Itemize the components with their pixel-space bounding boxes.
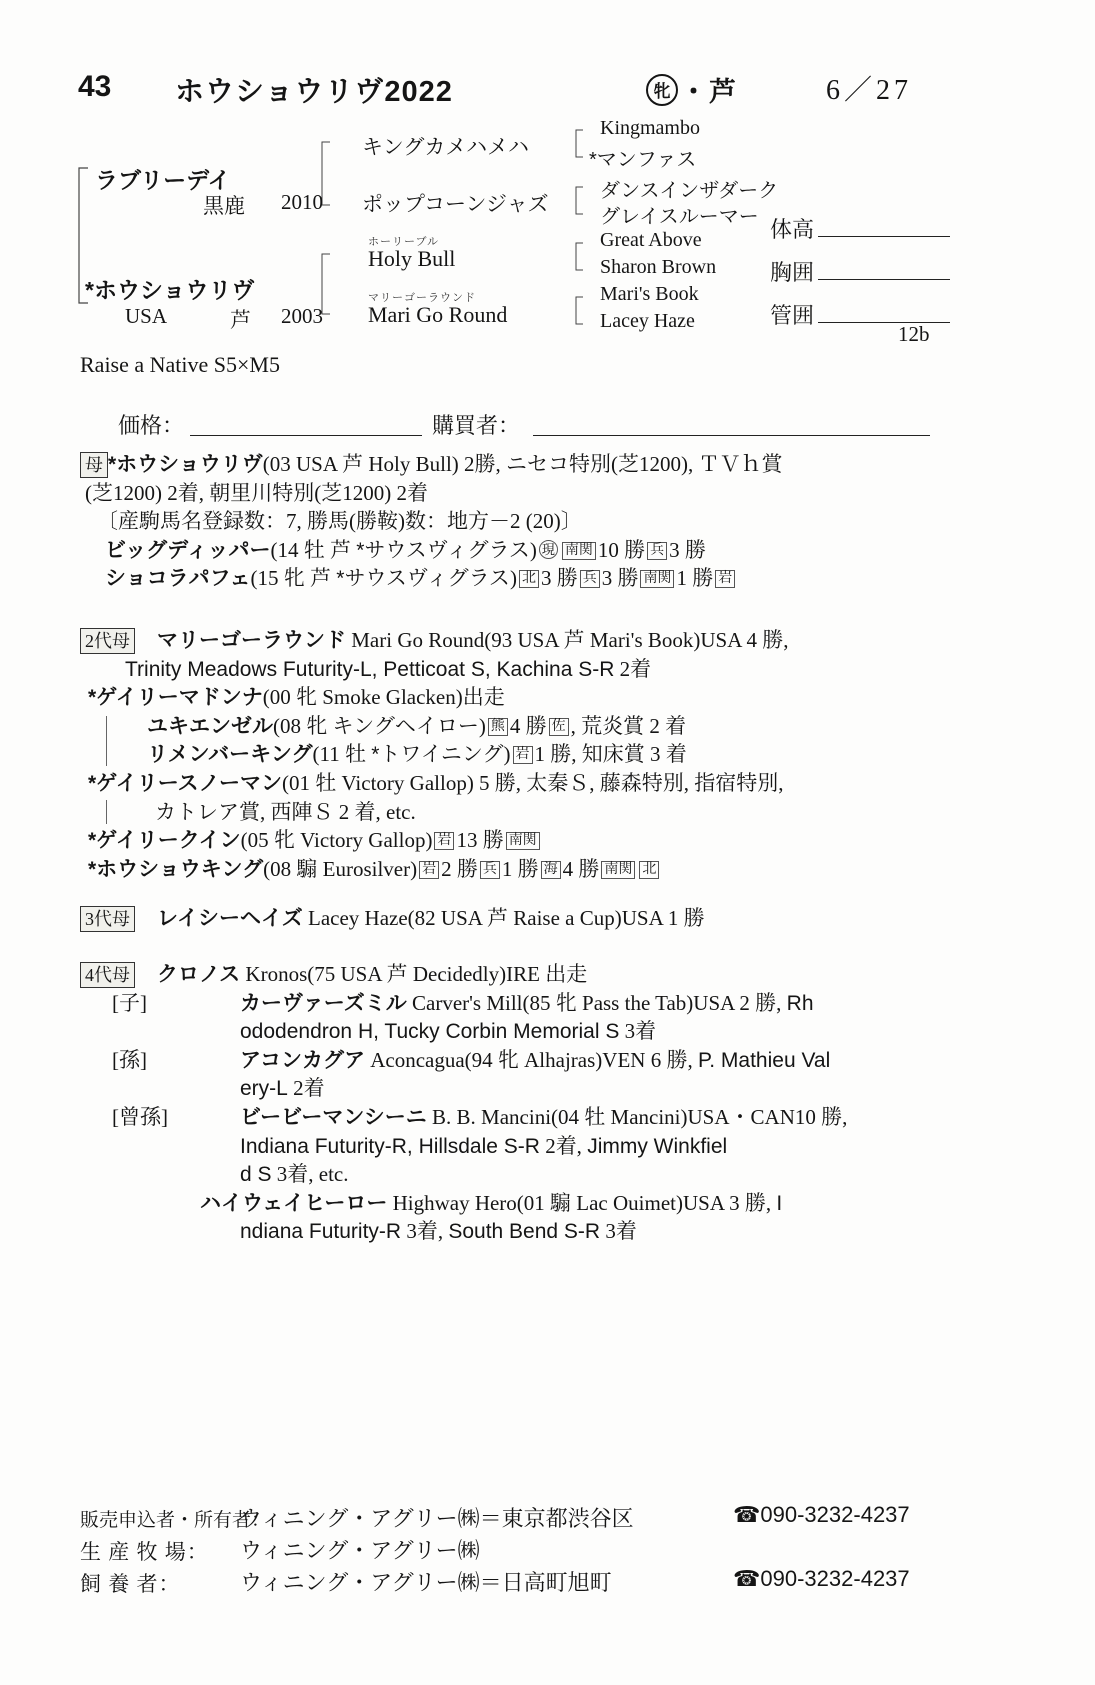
text-segment: Mari Go Round(93 USA 芦 Mari's Book)USA 4 勝, [346, 628, 789, 652]
buyer-label: 購買者： [432, 413, 521, 438]
text-segment: (15 牝 芦 [250, 566, 337, 591]
text-segment: ) [478, 713, 486, 738]
region-mark-boxed: 南関 [640, 570, 674, 588]
text-segment: Lacey Haze(82 USA 芦 Raise a Cup)USA 1 勝 [302, 906, 705, 930]
region-mark-boxed: 兵 [580, 570, 600, 588]
gen3-sharon-brown: Sharon Brown [600, 256, 717, 278]
pedigree-connector-line [106, 716, 107, 766]
dot-separator: ・ [680, 77, 707, 107]
text-segment: マリーゴーラウンド [157, 629, 346, 652]
text-line [85, 1046, 847, 1075]
text-segment: ビッグディッパー [105, 538, 271, 562]
text-segment: ) [503, 742, 511, 767]
text-segment: 3着 [600, 1219, 637, 1244]
inbreeding-note: Raise a Native S5×M5 [80, 352, 280, 377]
caretaker-phone: ☎090-3232-4237 [733, 1566, 910, 1591]
text-segment: 3 勝 [601, 566, 639, 591]
text-line [85, 1017, 847, 1046]
text-segment: レイシーヘイズ [157, 907, 303, 930]
text-segment: (芝1200) 2着, 朝里川特別(芝1200) 2着 [85, 480, 428, 505]
text-line [85, 1189, 847, 1218]
text-line [85, 479, 783, 508]
sire-year: 2010 [281, 190, 323, 214]
text-segment: 1 勝, 知床賞 3 着 [534, 742, 687, 767]
text-segment: クロノス [157, 963, 241, 986]
text-segment: 10 勝 [597, 537, 646, 562]
text-segment: 2着 [614, 656, 652, 681]
text-segment: (08 騸 Eurosilver) [263, 856, 418, 881]
region-mark-boxed: 北 [519, 570, 539, 588]
text-segment: ユキエンゼル [147, 714, 273, 738]
text-segment: *サウスヴィグラス [336, 567, 510, 591]
dam4-section [85, 960, 847, 1246]
date: 6／27 [826, 75, 913, 106]
damsire-ruby: ホーリーブル [368, 236, 440, 248]
text-segment: B. B. Mancini(04 牡 Mancini)USA・CAN10 勝, [426, 1104, 848, 1129]
sex-circle-mark: 牝 [646, 74, 678, 106]
region-mark-boxed: 岩 [513, 746, 533, 764]
text-line [85, 989, 847, 1018]
region-mark-boxed: 岩 [715, 570, 735, 588]
text-segment: (01 牡 Victory Gallop) 5 勝, 太秦Ｓ, 藤森特別, 指宿特別, [282, 770, 784, 795]
text-segment: *サウスヴィグラス [356, 538, 530, 562]
text-segment: 1 勝 [676, 566, 714, 591]
gen3-grace-rumor: グレイスルーマー [600, 206, 759, 228]
text-line [85, 626, 788, 655]
text-line [85, 536, 783, 565]
text-segment: (05 牝 Victory Gallop) [240, 828, 433, 853]
region-mark-boxed: 兵 [480, 861, 500, 879]
section-label-mother: 母 [80, 452, 108, 478]
text-line [85, 507, 783, 536]
text-segment: *ゲイリースノーマン [88, 771, 283, 795]
text-line [85, 769, 788, 798]
text-segment: カーヴァーズミル [240, 991, 407, 1015]
damsire-name: Holy Bull [368, 246, 456, 271]
text-line [85, 826, 788, 855]
price-blank [190, 409, 422, 436]
text-segment: , 荒炎賞 2 着 [570, 713, 687, 738]
gen3-manfath: *マンファス [589, 149, 697, 171]
text-segment: Aconcagua(94 牝 Alhajras)VEN 6 勝, [364, 1047, 698, 1072]
text-segment: (00 牝 Smoke Glacken)出走 [262, 685, 505, 710]
text-line [85, 450, 783, 479]
caretaker-value: ウィニング・アグリー㈱＝日高町旭町 [240, 1570, 612, 1595]
text-segment: Indiana Futurity-R, Hillsdale S-R [240, 1134, 540, 1158]
text-segment: (14 牡 芦 [270, 537, 357, 562]
consignor-phone: ☎090-3232-4237 [733, 1502, 910, 1527]
status-mark-circled: 現 [539, 540, 558, 559]
height-field [770, 212, 950, 244]
text-segment: (03 USA 芦 Holy Bull) 2勝, ニセコ特別(芝1200), ＴＶｈ賞 [262, 452, 783, 476]
sire-dam: ポップコーンジャズ [362, 193, 549, 216]
text-segment: Kronos(75 USA 芦 Decidedly)IRE 出走 [240, 962, 588, 986]
text-segment: リメンバーキング [147, 743, 313, 767]
text-segment: 3 勝 [540, 566, 578, 591]
horse-title: ホウショウリヴ2022 [175, 76, 453, 108]
region-mark-boxed: 岩 [419, 861, 439, 879]
girth-blank [818, 255, 950, 280]
text-line [85, 904, 705, 933]
text-segment: 3着, etc. [271, 1162, 349, 1187]
text-segment: South Bend S-R [448, 1220, 601, 1244]
region-mark-boxed: 岩 [434, 832, 454, 850]
text-line [85, 1132, 847, 1161]
section-label-dam2: 2代母 [80, 628, 135, 654]
consignor-value: ウィニング・アグリー㈱＝東京都渋谷区 [240, 1506, 634, 1531]
text-line [85, 1074, 847, 1103]
text-segment: ododendron H, Tucky Corbin Memorial S [240, 1020, 620, 1044]
sire-name: ラブリーデイ [95, 167, 231, 193]
region-mark-boxed: 北 [639, 861, 659, 879]
text-segment: 2着, [539, 1133, 588, 1158]
text-segment: ハイウェイヒーロー [200, 1191, 388, 1215]
region-mark-boxed: 海 [541, 861, 561, 879]
text-segment: *ホウショウリヴ [108, 453, 263, 476]
text-line [85, 683, 788, 712]
text-line [85, 712, 788, 741]
sire-coat: 黒鹿 [203, 194, 245, 218]
page-code: 12b [898, 322, 930, 346]
text-segment: 1 勝 [501, 856, 539, 881]
text-line [85, 655, 788, 684]
coat-color: 芦 [709, 77, 736, 107]
text-segment: ery-L [240, 1077, 288, 1101]
region-mark-boxed: 南関 [506, 832, 540, 850]
text-segment: Highway Hero(01 騸 Lac Ouimet)USA 3 勝, [387, 1190, 777, 1215]
text-segment: ) [529, 537, 537, 562]
caretaker-label: 飼 養 者： [80, 1572, 181, 1596]
text-line [85, 1103, 847, 1132]
text-segment: 〔産駒馬名登録数：7, 勝馬(勝鞍)数：地方－2 (20)〕 [97, 509, 582, 534]
girth-field [770, 255, 950, 287]
text-segment: ショコラパフェ [105, 567, 251, 591]
price-label: 価格： [118, 413, 185, 438]
text-segment: Trinity Meadows Futurity-L, Petticoat S, Kachina S-R [125, 657, 615, 681]
text-segment: *ゲイリークイン [88, 829, 241, 853]
pedigree-connector-line [106, 800, 107, 824]
text-segment: 3 勝 [669, 537, 706, 562]
text-segment: 13 勝 [456, 828, 504, 853]
damdam-ruby: マリーゴーラウンド [368, 292, 476, 304]
text-segment: ) [509, 566, 517, 591]
text-segment: 3着 [619, 1019, 657, 1044]
text-segment: 2着 [287, 1076, 325, 1101]
text-line [85, 740, 788, 769]
dam3-section [85, 904, 705, 933]
height-label: 体高 [770, 217, 815, 242]
text-line [85, 798, 788, 827]
text-segment: アコンカグア [240, 1048, 365, 1072]
gen3-lacey-haze: Lacey Haze [600, 310, 695, 332]
text-line [85, 855, 788, 884]
breeder-value: ウィニング・アグリー㈱ [240, 1538, 480, 1563]
dam2-section [85, 626, 788, 883]
text-segment: ビービーマンシーニ [240, 1105, 427, 1129]
text-segment: (11 牡 [312, 742, 372, 767]
region-mark-boxed: 熊 [488, 718, 508, 736]
region-mark-boxed: 南関 [601, 861, 635, 879]
dam-coat: 芦 [230, 308, 251, 332]
section-label-dam3: 3代母 [80, 906, 135, 932]
gen3-kingmambo: Kingmambo [600, 117, 700, 139]
region-mark-boxed: 南関 [562, 542, 596, 560]
text-segment: Rh [786, 991, 814, 1015]
text-segment: (08 牝 [273, 713, 333, 738]
text-segment: *ゲイリーマドンナ [88, 686, 263, 710]
buyer-blank [533, 409, 930, 436]
text-segment: I [776, 1191, 783, 1215]
dam-year: 2003 [281, 304, 323, 328]
dam-name: *ホウショウリヴ [85, 277, 255, 303]
relation-tag: [孫] [112, 1047, 147, 1072]
relation-tag: [曾孫] [112, 1104, 168, 1129]
cannon-label: 管囲 [770, 303, 815, 328]
text-segment: Jimmy Winkfiel [587, 1134, 728, 1158]
mother-section [85, 450, 783, 593]
text-segment: 4 勝 [562, 856, 600, 881]
gen3-great-above: Great Above [600, 229, 702, 251]
region-mark-boxed: 兵 [647, 542, 667, 560]
text-segment: 4 勝 [509, 713, 547, 738]
gen3-dance-in-the-dark: ダンスインザダーク [600, 180, 779, 202]
text-segment: キングヘイロー [332, 714, 479, 738]
consignor-label: 販売申込者・所有者： [80, 1510, 271, 1531]
cannon-blank [818, 298, 950, 323]
relation-tag: [子] [112, 990, 147, 1015]
text-segment: *トワイニング [371, 743, 504, 767]
sire-sire: キングカメハメハ [362, 136, 529, 159]
height-blank [818, 212, 950, 237]
section-label-dam4: 4代母 [80, 962, 135, 988]
text-line [85, 1160, 847, 1189]
text-line [85, 960, 847, 989]
lot-number: 43 [78, 70, 112, 103]
text-segment: d S [240, 1163, 272, 1187]
text-segment: ndiana Futurity-R [240, 1220, 402, 1244]
text-segment: Carver's Mill(85 牝 Pass the Tab)USA 2 勝, [406, 990, 787, 1015]
gen3-maris-book: Mari's Book [600, 283, 699, 305]
dam-country: USA [125, 304, 168, 328]
text-segment: 2 勝 [441, 856, 478, 881]
text-line [85, 1217, 847, 1246]
damdam-name: Mari Go Round [368, 302, 508, 327]
text-segment: カトレア賞, 西陣Ｓ 2 着, etc. [155, 799, 416, 824]
text-segment: 3着, [401, 1219, 449, 1244]
text-segment: *ホウショウキング [88, 857, 264, 881]
breeder-label: 生 産 牧 場： [80, 1540, 209, 1564]
girth-label: 胸囲 [770, 260, 815, 285]
region-mark-boxed: 佐 [549, 718, 569, 736]
text-segment: P. Mathieu Val [697, 1048, 831, 1072]
text-line [85, 564, 783, 593]
